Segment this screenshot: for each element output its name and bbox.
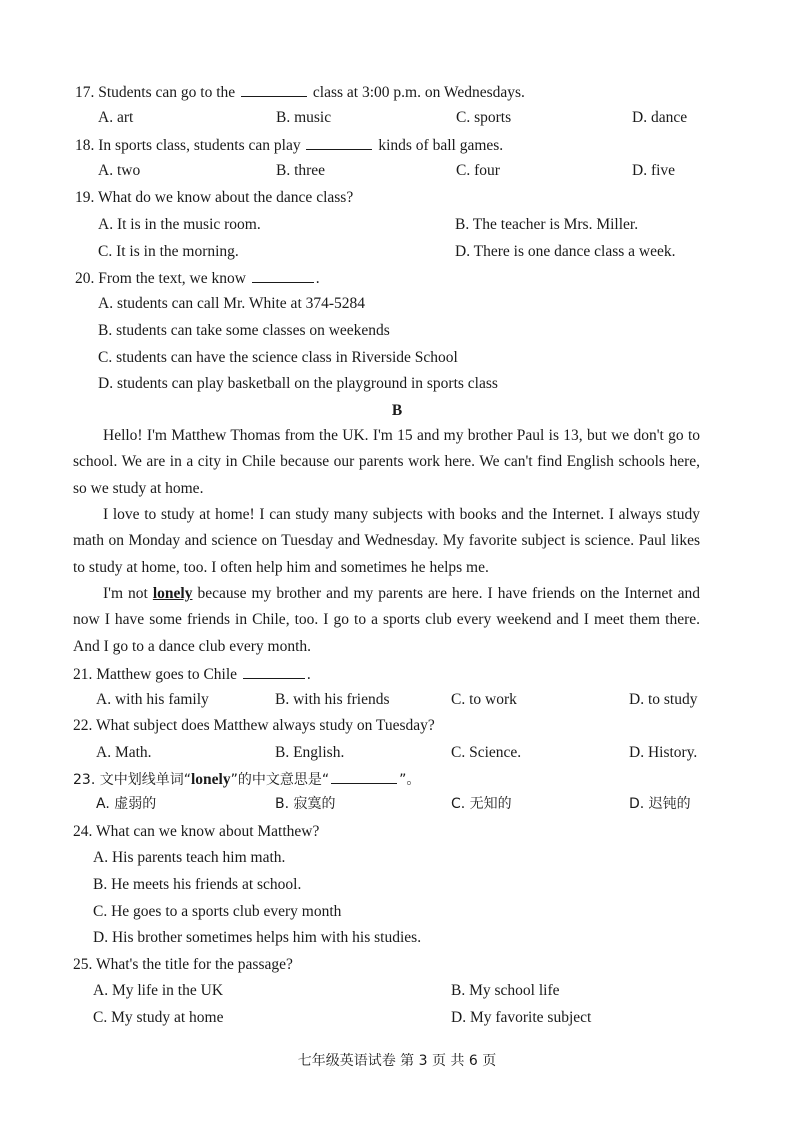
question-24-stem: 24. What can we know about Matthew? <box>73 823 320 840</box>
passage-paragraph-2: I love to study at home! I can study many subjects with books and the Internet. I always study math on Monday and science on Tuesday and Wednesday. My favorite subject is science. Paul likes to study at home, too. I often help him and sometimes he helps me. <box>73 506 700 576</box>
option-d: D. students can play basketball on the playground in sports class <box>98 375 498 392</box>
option-b: B. students can take some classes on weekends <box>98 322 390 339</box>
passage-paragraph-1: Hello! I'm Matthew Thomas from the UK. I'm 15 and my brother Paul is 13, but we don't go to school. We are in a city in Chile because our parents work here. We can't find English schools here, so we study at home. <box>73 427 700 497</box>
question-23-options <box>0 797 794 817</box>
option-a: A. It is in the music room. <box>98 216 261 233</box>
option-d: D. dance <box>632 109 688 126</box>
section-heading: B <box>391 402 403 419</box>
option-c: C. He goes to a sports club every month <box>93 903 342 920</box>
option-d: D. 迟钝的 <box>629 796 691 812</box>
question-19-stem: 19. What do we know about the dance class? <box>75 189 354 206</box>
answer-blank <box>306 137 372 150</box>
question-19-options-row2 <box>0 244 794 264</box>
passage-paragraph-3: I'm not lonely because my brother and my parents are here. I have friends on the Internet and now I have some friends in Chile, too. I go to a sports club every weekend and I meet them there. And I go to a dance club every month. <box>73 585 701 655</box>
answer-blank <box>241 84 307 97</box>
answer-blank <box>252 270 314 283</box>
option-a: A. My life in the UK <box>93 982 224 999</box>
option-a: A. 虚弱的 <box>96 796 157 812</box>
option-b: B. music <box>276 109 332 126</box>
option-a: A. two <box>98 162 141 179</box>
question-25-options-row1 <box>0 983 794 1003</box>
option-d: D. My favorite subject <box>451 1009 592 1026</box>
question-25-stem: 25. What's the title for the passage? <box>73 956 293 973</box>
question-19-options-row1 <box>0 217 794 237</box>
option-c: C. to work <box>451 691 517 708</box>
question-23-stem: 23. 文中划线单词“lonely”的中文意思是“ ”。 <box>73 771 421 788</box>
option-c: C. My study at home <box>93 1009 224 1026</box>
question-22-options <box>0 745 794 765</box>
underlined-word: lonely <box>152 585 193 602</box>
page-footer: 七年级英语试卷 第 3 页 共 6 页 <box>297 1053 497 1069</box>
question-17-options <box>0 110 794 130</box>
option-b: B. English. <box>275 744 345 761</box>
option-d: D. History. <box>629 744 698 761</box>
option-b: B. three <box>276 162 326 179</box>
option-d: D. five <box>632 162 676 179</box>
option-d: D. His brother sometimes helps him with his studies. <box>93 929 422 946</box>
option-b: B. My school life <box>451 982 560 999</box>
option-d: D. to study <box>629 691 698 708</box>
option-a: A. students can call Mr. White at 374-5284 <box>98 295 366 312</box>
question-18-stem: 18. In sports class, students can play kinds of ball games. <box>75 137 504 154</box>
question-18-options <box>0 163 794 183</box>
option-a: A. art <box>98 109 134 126</box>
option-a: A. with his family <box>96 691 209 708</box>
question-22-stem: 22. What subject does Matthew always study on Tuesday? <box>73 717 435 734</box>
option-c: C. sports <box>456 109 512 126</box>
option-c: C. four <box>456 162 500 179</box>
question-25-options-row2 <box>0 1010 794 1030</box>
option-c: C. 无知的 <box>451 796 512 812</box>
question-21-options <box>0 692 794 712</box>
option-d: D. There is one dance class a week. <box>455 243 676 260</box>
answer-blank <box>243 666 305 679</box>
question-21-stem: 21. Matthew goes to Chile . <box>73 666 311 683</box>
option-b: B. 寂寞的 <box>275 796 336 812</box>
option-c: C. Science. <box>451 744 522 761</box>
option-a: A. His parents teach him math. <box>93 849 286 866</box>
option-c: C. students can have the science class in Riverside School <box>98 349 458 366</box>
question-17-stem: 17. Students can go to the class at 3:00 p.m. on Wednesdays. <box>75 84 525 101</box>
option-b: B. He meets his friends at school. <box>93 876 302 893</box>
question-20-stem: 20. From the text, we know . <box>75 270 320 287</box>
option-a: A. Math. <box>96 744 152 761</box>
answer-blank <box>331 771 397 784</box>
option-b: B. The teacher is Mrs. Miller. <box>455 216 639 233</box>
option-b: B. with his friends <box>275 691 390 708</box>
option-c: C. It is in the morning. <box>98 243 239 260</box>
